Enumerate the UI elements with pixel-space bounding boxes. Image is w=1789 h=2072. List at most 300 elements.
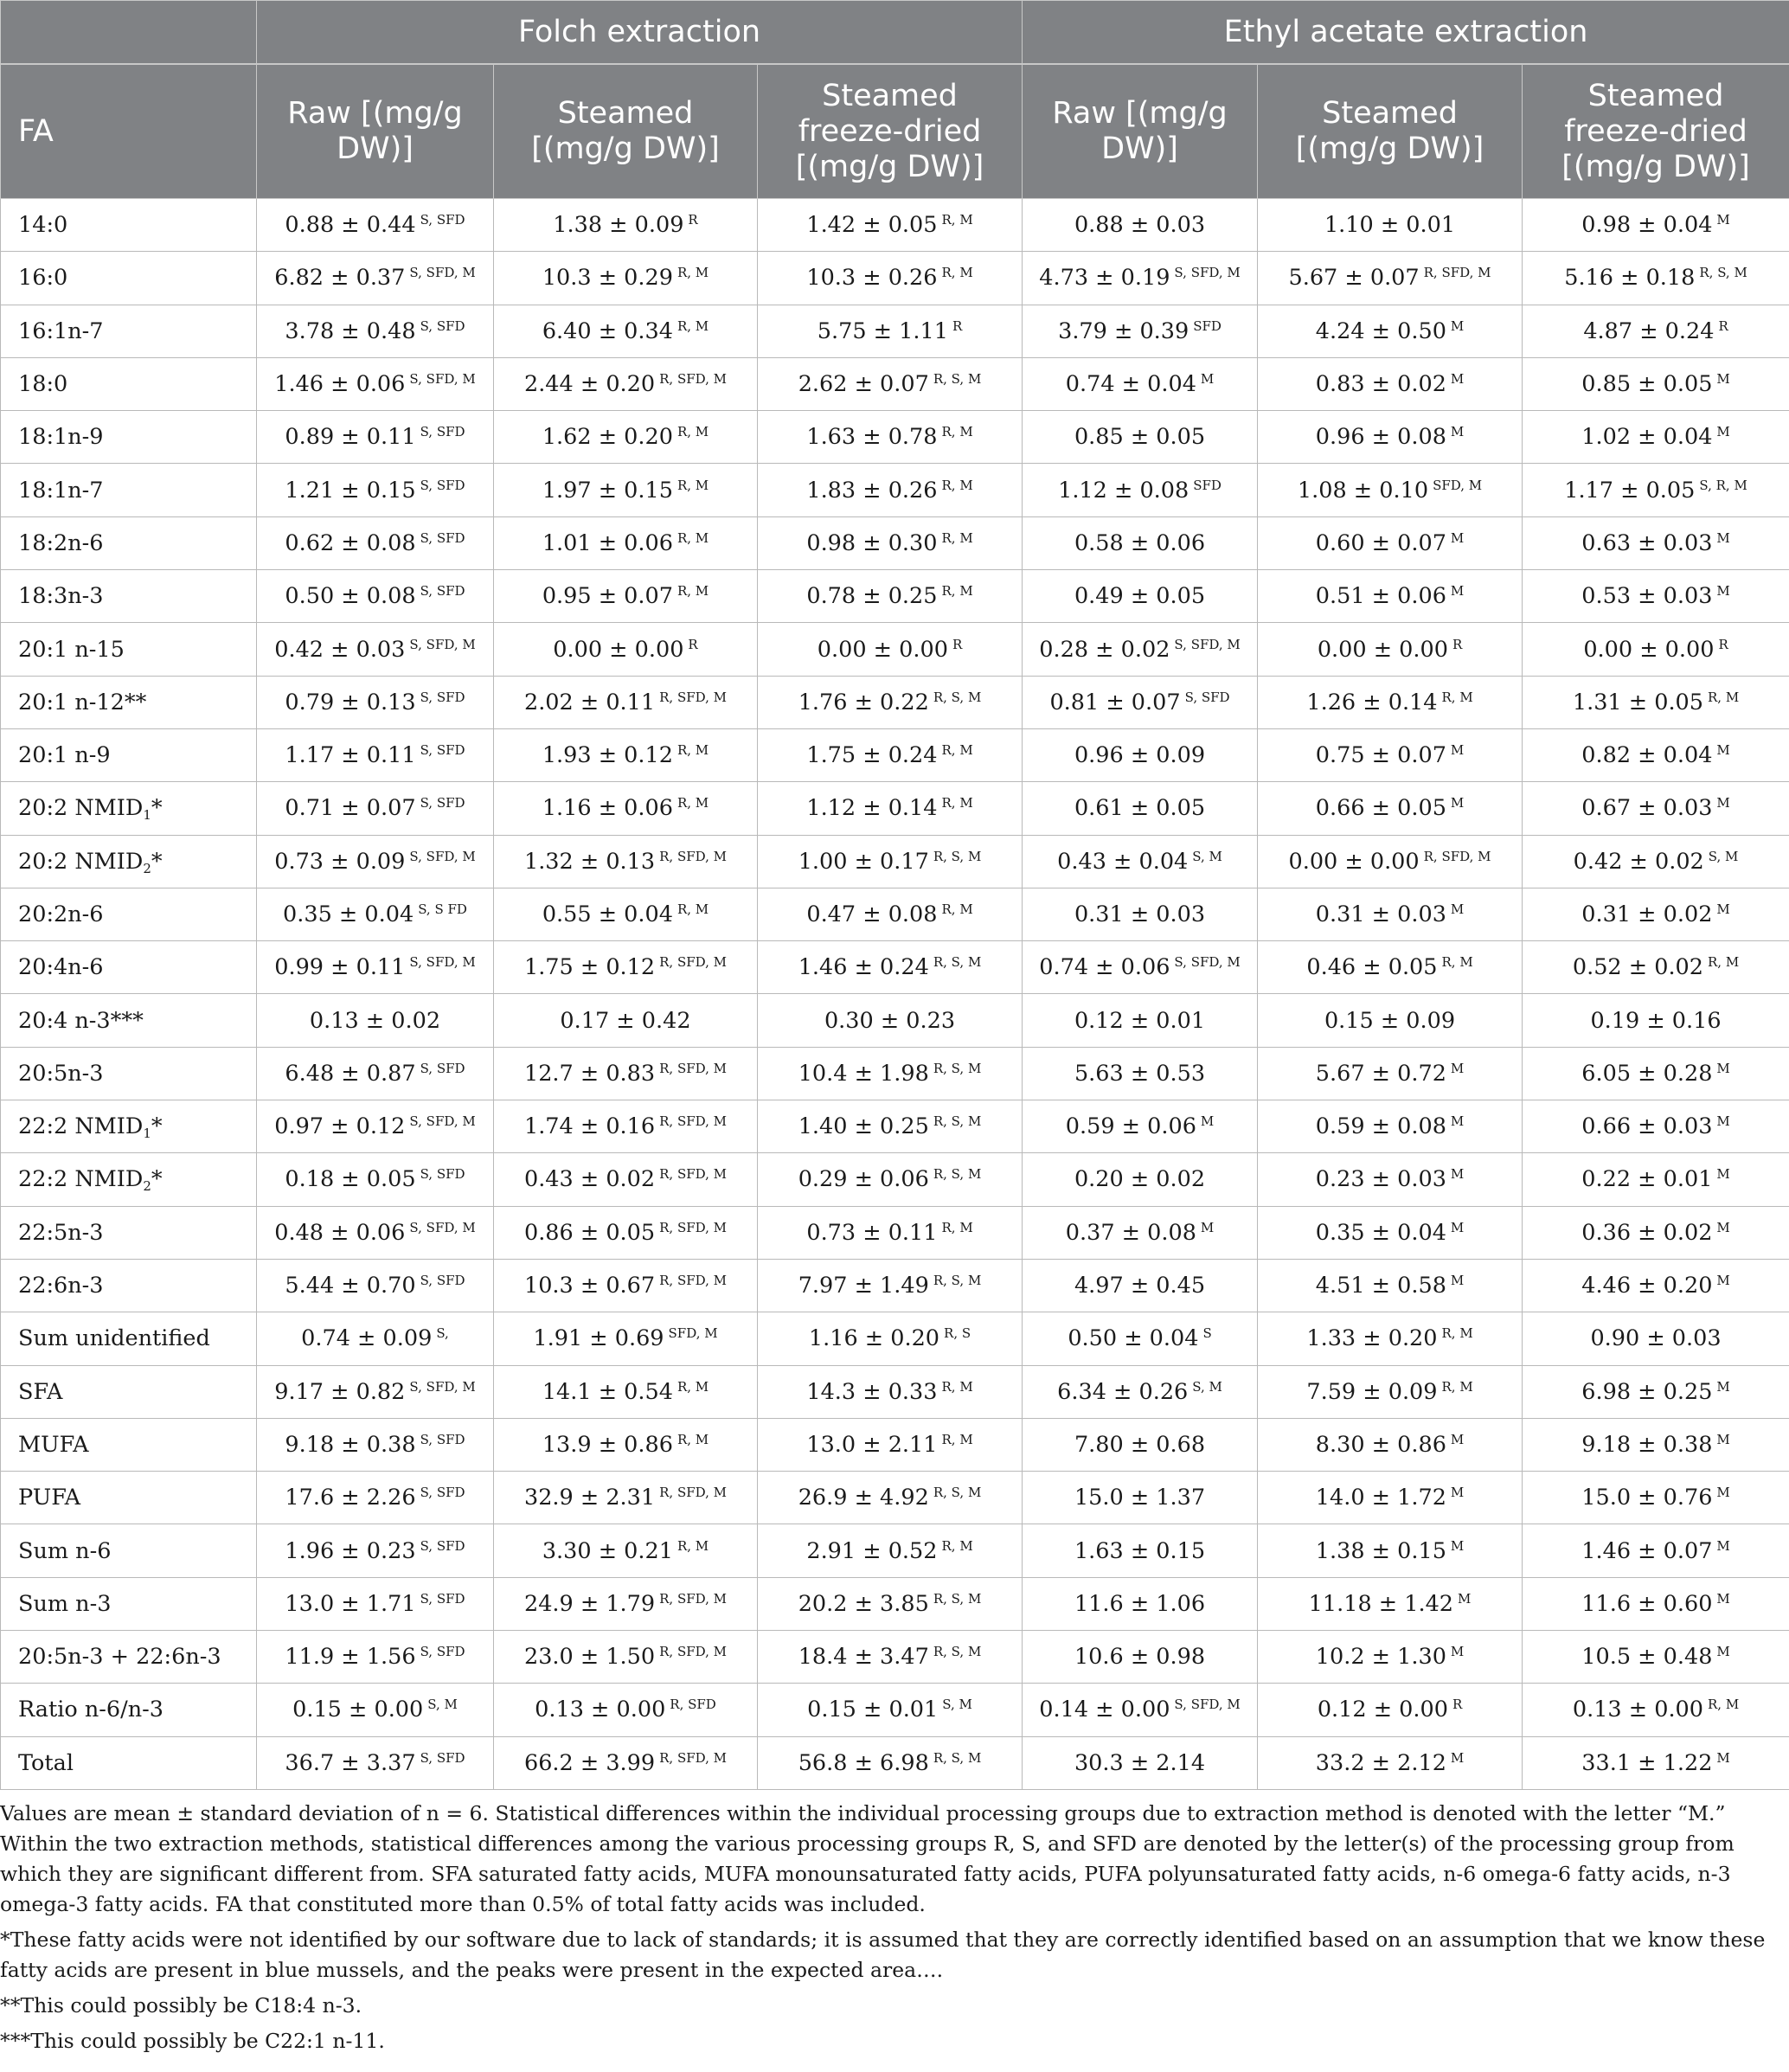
fatty-acid-name: 18:1n-9 bbox=[18, 424, 104, 451]
significance-letters: R, SFD bbox=[670, 1697, 716, 1713]
mean-sd-value: 10.5 ± 0.48 bbox=[1581, 1644, 1713, 1671]
mean-sd-value: 1.16 ± 0.06 bbox=[542, 795, 673, 822]
value-cell bbox=[758, 199, 1023, 252]
value-cell bbox=[494, 252, 758, 305]
mean-sd-value: 0.98 ± 0.30 bbox=[806, 529, 938, 556]
fatty-acid-name: 20:2 NMID bbox=[18, 795, 144, 822]
value-cell bbox=[257, 570, 494, 623]
value-cell bbox=[1258, 888, 1523, 940]
table-row bbox=[1, 1206, 1789, 1259]
significance-letters: S, SFD bbox=[420, 529, 465, 546]
mean-sd-value: 0.23 ± 0.03 bbox=[1315, 1166, 1446, 1193]
mean-sd-value: 66.2 ± 3.99 bbox=[523, 1749, 656, 1776]
significance-letters: R, SFD, M bbox=[659, 689, 728, 705]
mean-sd-value: 5.16 ± 0.18 bbox=[1564, 265, 1696, 292]
significance-letters: S, SFD bbox=[420, 1537, 465, 1554]
mean-sd-value: 1.93 ± 0.12 bbox=[542, 742, 673, 769]
mean-sd-value: 12.7 ± 0.83 bbox=[523, 1060, 656, 1087]
fatty-acid-label bbox=[1, 1524, 257, 1577]
significance-letters: S, SFD bbox=[420, 742, 465, 759]
value-cell bbox=[1258, 199, 1523, 252]
value-cell bbox=[758, 1472, 1023, 1524]
value-cell bbox=[1023, 1736, 1258, 1789]
value-cell bbox=[494, 516, 758, 569]
header-folch-steamed: Steamed [(mg/g DW)] bbox=[494, 64, 758, 199]
significance-letters: S, SFD, M bbox=[409, 265, 476, 281]
fatty-acid-label bbox=[1, 1472, 257, 1524]
mean-sd-value: 9.18 ± 0.38 bbox=[285, 1431, 416, 1458]
mean-sd-value: 4.73 ± 0.19 bbox=[1039, 265, 1170, 292]
table-row bbox=[1, 305, 1789, 357]
value-cell bbox=[1023, 516, 1258, 569]
significance-letters: M bbox=[1716, 583, 1730, 600]
significance-letters: S, SFD bbox=[1184, 689, 1230, 705]
mean-sd-value: 33.1 ± 1.22 bbox=[1581, 1749, 1713, 1776]
value-cell bbox=[494, 1684, 758, 1736]
mean-sd-value: 0.31 ± 0.03 bbox=[1074, 901, 1206, 927]
mean-sd-value: 1.38 ± 0.09 bbox=[553, 212, 684, 239]
significance-letters: M bbox=[1450, 1485, 1465, 1501]
value-cell bbox=[257, 1577, 494, 1630]
mean-sd-value: 1.46 ± 0.07 bbox=[1581, 1537, 1713, 1564]
significance-letters: R, M bbox=[941, 1378, 973, 1395]
significance-letters: S, SFD, M bbox=[1174, 954, 1241, 971]
header-ethyl-raw: Raw [(mg/g DW)] bbox=[1023, 64, 1258, 199]
mean-sd-value: 0.00 ± 0.00 bbox=[1583, 636, 1715, 663]
mean-sd-value: 0.79 ± 0.13 bbox=[285, 689, 416, 715]
fatty-acid-label bbox=[1, 1736, 257, 1789]
fatty-acid-name: 18:3n-3 bbox=[18, 583, 104, 610]
significance-letters: S, SFD bbox=[420, 1590, 465, 1607]
value-cell bbox=[257, 994, 494, 1047]
mean-sd-value: 4.97 ± 0.45 bbox=[1074, 1273, 1206, 1299]
value-cell bbox=[1523, 1524, 1789, 1577]
mean-sd-value: 1.17 ± 0.11 bbox=[285, 742, 416, 769]
value-cell bbox=[758, 676, 1023, 728]
value-cell bbox=[1258, 1631, 1523, 1684]
value-cell bbox=[1023, 1684, 1258, 1736]
significance-letters: M bbox=[1716, 1113, 1730, 1130]
value-cell bbox=[494, 676, 758, 728]
value-cell bbox=[494, 1312, 758, 1365]
table-row bbox=[1, 1100, 1789, 1153]
value-cell bbox=[1523, 1418, 1789, 1471]
table-row bbox=[1, 464, 1789, 516]
value-cell bbox=[758, 1312, 1023, 1365]
value-cell bbox=[257, 1312, 494, 1365]
value-cell bbox=[1523, 516, 1789, 569]
significance-letters: R, M bbox=[676, 795, 709, 811]
fatty-acid-label bbox=[1, 199, 257, 252]
significance-letters: M bbox=[1450, 529, 1465, 546]
significance-letters: M bbox=[1716, 1644, 1730, 1660]
significance-letters: M bbox=[1450, 1273, 1465, 1289]
table-row bbox=[1, 1312, 1789, 1365]
fatty-acid-name: 22:2 NMID bbox=[18, 1113, 144, 1140]
table-row bbox=[1, 1631, 1789, 1684]
value-cell bbox=[1258, 1524, 1523, 1577]
significance-letters: S, SFD, M bbox=[409, 371, 476, 388]
significance-letters: R, S, M bbox=[933, 848, 982, 864]
value-cell bbox=[758, 728, 1023, 781]
significance-letters: M bbox=[1200, 1219, 1215, 1235]
table-body bbox=[1, 199, 1789, 1790]
mean-sd-value: 7.59 ± 0.09 bbox=[1306, 1378, 1438, 1405]
value-cell bbox=[494, 782, 758, 835]
mean-sd-value: 3.79 ± 0.39 bbox=[1058, 318, 1189, 344]
significance-letters: R, SFD, M bbox=[659, 1749, 728, 1766]
mean-sd-value: 4.87 ± 0.24 bbox=[1583, 318, 1715, 344]
mean-sd-value: 1.26 ± 0.14 bbox=[1306, 689, 1438, 715]
mean-sd-value: 14.0 ± 1.72 bbox=[1315, 1485, 1446, 1511]
value-cell bbox=[257, 252, 494, 305]
significance-letters: R, M bbox=[941, 1219, 973, 1235]
value-cell bbox=[257, 1736, 494, 1789]
significance-letters: M bbox=[1716, 1060, 1730, 1076]
fatty-acid-label bbox=[1, 1577, 257, 1630]
mean-sd-value: 0.90 ± 0.03 bbox=[1590, 1325, 1722, 1352]
mean-sd-value: 6.98 ± 0.25 bbox=[1581, 1378, 1713, 1405]
significance-letters: M bbox=[1716, 1378, 1730, 1395]
value-cell bbox=[494, 357, 758, 410]
value-cell bbox=[1523, 1472, 1789, 1524]
value-cell bbox=[1258, 623, 1523, 676]
value-cell bbox=[494, 1472, 758, 1524]
mean-sd-value: 0.47 ± 0.08 bbox=[806, 901, 938, 927]
fatty-acid-name: 20:4 n-3*** bbox=[18, 1007, 144, 1034]
mean-sd-value: 0.36 ± 0.02 bbox=[1581, 1219, 1713, 1246]
significance-letters: S, SFD, M bbox=[1174, 265, 1241, 281]
value-cell bbox=[1258, 1684, 1523, 1736]
significance-letters: R, M bbox=[941, 795, 973, 811]
value-cell bbox=[257, 464, 494, 516]
significance-letters: R, SFD, M bbox=[659, 1590, 728, 1607]
significance-letters: S, SFD, M bbox=[409, 1113, 476, 1130]
value-cell bbox=[494, 1631, 758, 1684]
mean-sd-value: 10.3 ± 0.26 bbox=[806, 265, 938, 292]
mean-sd-value: 0.74 ± 0.04 bbox=[1065, 371, 1196, 398]
significance-letters: R, M bbox=[1441, 689, 1473, 705]
significance-letters: M bbox=[1716, 424, 1730, 440]
significance-letters: M bbox=[1450, 583, 1465, 600]
mean-sd-value: 0.00 ± 0.00 bbox=[817, 636, 948, 663]
value-cell bbox=[1523, 1577, 1789, 1630]
value-cell bbox=[494, 888, 758, 940]
mean-sd-value: 0.19 ± 0.16 bbox=[1590, 1007, 1722, 1034]
significance-letters: R, S, M bbox=[933, 1166, 982, 1183]
fatty-acid-name: 18:2n-6 bbox=[18, 529, 104, 556]
significance-letters: M bbox=[1716, 529, 1730, 546]
mean-sd-value: 1.21 ± 0.15 bbox=[285, 477, 416, 504]
table-row bbox=[1, 252, 1789, 305]
footnote-single-asterisk: *These fatty acids were not identified by our software due to lack of standards; it is assumed that they are correctly identified based on an assumption that we know these fatty acids are present in blue mussels, and the peaks were present in the expected area…. bbox=[0, 1927, 1766, 1982]
significance-letters: M bbox=[1450, 1537, 1465, 1554]
table-row bbox=[1, 1736, 1789, 1789]
mean-sd-value: 6.40 ± 0.34 bbox=[542, 318, 673, 344]
mean-sd-value: 0.96 ± 0.09 bbox=[1074, 742, 1206, 769]
value-cell bbox=[257, 1524, 494, 1577]
fatty-acid-name: MUFA bbox=[18, 1431, 89, 1458]
mean-sd-value: 0.43 ± 0.04 bbox=[1057, 848, 1189, 875]
mean-sd-value: 6.34 ± 0.26 bbox=[1057, 1378, 1189, 1405]
significance-letters: R, M bbox=[676, 1431, 709, 1447]
value-cell bbox=[758, 1684, 1023, 1736]
fatty-acid-name: 20:1 n-9 bbox=[18, 742, 111, 769]
mean-sd-value: 0.00 ± 0.00 bbox=[1288, 848, 1420, 875]
mean-sd-value: 30.3 ± 2.14 bbox=[1074, 1749, 1206, 1776]
significance-letters: SFD, M bbox=[1433, 477, 1483, 493]
fatty-acid-subscript: 1 bbox=[143, 807, 151, 824]
mean-sd-value: 0.30 ± 0.23 bbox=[824, 1007, 956, 1034]
value-cell bbox=[1523, 252, 1789, 305]
significance-letters: M bbox=[1450, 795, 1465, 811]
value-cell bbox=[758, 1206, 1023, 1259]
value-cell bbox=[758, 941, 1023, 994]
table-footnotes bbox=[0, 1790, 1789, 2056]
table-row bbox=[1, 782, 1789, 835]
value-cell bbox=[1258, 782, 1523, 835]
significance-letters: M bbox=[1716, 1431, 1730, 1447]
mean-sd-value: 0.83 ± 0.02 bbox=[1315, 371, 1446, 398]
significance-letters: S, bbox=[436, 1325, 449, 1342]
fatty-acid-footnote-mark: * bbox=[151, 848, 163, 875]
fatty-acid-name: 14:0 bbox=[18, 212, 68, 239]
value-cell bbox=[1258, 516, 1523, 569]
table-row bbox=[1, 1365, 1789, 1418]
fatty-acid-name: 20:2n-6 bbox=[18, 901, 104, 927]
mean-sd-value: 0.53 ± 0.03 bbox=[1581, 583, 1713, 610]
significance-letters: S, SFD, M bbox=[1174, 636, 1241, 652]
value-cell bbox=[494, 305, 758, 357]
value-cell bbox=[758, 623, 1023, 676]
value-cell bbox=[1258, 1472, 1523, 1524]
value-cell bbox=[1523, 305, 1789, 357]
mean-sd-value: 0.60 ± 0.07 bbox=[1315, 529, 1446, 556]
mean-sd-value: 0.73 ± 0.11 bbox=[806, 1219, 938, 1246]
significance-letters: R, S, M bbox=[933, 1749, 982, 1766]
mean-sd-value: 0.85 ± 0.05 bbox=[1581, 371, 1713, 398]
header-ethyl-steamed: Steamed [(mg/g DW)] bbox=[1258, 64, 1523, 199]
mean-sd-value: 0.86 ± 0.05 bbox=[523, 1219, 656, 1246]
mean-sd-value: 13.9 ± 0.86 bbox=[542, 1431, 673, 1458]
value-cell bbox=[1258, 411, 1523, 464]
significance-letters: R, M bbox=[1708, 689, 1740, 705]
mean-sd-value: 7.97 ± 1.49 bbox=[798, 1273, 929, 1299]
value-cell bbox=[1258, 305, 1523, 357]
table-row bbox=[1, 1472, 1789, 1524]
fatty-acid-name: Ratio n-6/n-3 bbox=[18, 1697, 164, 1723]
value-cell bbox=[257, 1631, 494, 1684]
value-cell bbox=[494, 411, 758, 464]
mean-sd-value: 4.24 ± 0.50 bbox=[1315, 318, 1446, 344]
fatty-acid-label bbox=[1, 728, 257, 781]
value-cell bbox=[1258, 252, 1523, 305]
value-cell bbox=[1258, 1365, 1523, 1418]
mean-sd-value: 0.58 ± 0.06 bbox=[1074, 529, 1206, 556]
fatty-acid-name: 16:0 bbox=[18, 265, 68, 292]
significance-letters: R, M bbox=[676, 265, 709, 281]
header-group-row bbox=[1, 1, 1789, 65]
fatty-acid-name: Total bbox=[18, 1749, 74, 1776]
value-cell bbox=[257, 1100, 494, 1153]
mean-sd-value: 0.29 ± 0.06 bbox=[798, 1166, 929, 1193]
mean-sd-value: 0.71 ± 0.07 bbox=[285, 795, 416, 822]
value-cell bbox=[1258, 357, 1523, 410]
value-cell bbox=[1023, 888, 1258, 940]
significance-letters: R, S, M bbox=[933, 689, 982, 705]
significance-letters: S, SFD bbox=[420, 1485, 465, 1501]
fatty-acid-name: SFA bbox=[18, 1378, 63, 1405]
fatty-acid-label bbox=[1, 1631, 257, 1684]
significance-letters: S, M bbox=[427, 1697, 458, 1713]
mean-sd-value: 14.3 ± 0.33 bbox=[806, 1378, 938, 1405]
value-cell bbox=[1023, 1259, 1258, 1312]
value-cell bbox=[758, 357, 1023, 410]
mean-sd-value: 1.76 ± 0.22 bbox=[798, 689, 929, 715]
significance-letters: M bbox=[1450, 1060, 1465, 1076]
value-cell bbox=[257, 357, 494, 410]
significance-letters: R, M bbox=[941, 265, 973, 281]
value-cell bbox=[1258, 676, 1523, 728]
mean-sd-value: 0.85 ± 0.05 bbox=[1074, 424, 1206, 451]
value-cell bbox=[494, 1259, 758, 1312]
fatty-acid-name: Sum unidentified bbox=[18, 1325, 210, 1352]
mean-sd-value: 0.13 ± 0.02 bbox=[309, 1007, 441, 1034]
table-row bbox=[1, 888, 1789, 940]
value-cell bbox=[758, 782, 1023, 835]
mean-sd-value: 0.20 ± 0.02 bbox=[1074, 1166, 1206, 1193]
value-cell bbox=[257, 1206, 494, 1259]
mean-sd-value: 0.74 ± 0.09 bbox=[301, 1325, 433, 1352]
mean-sd-value: 9.17 ± 0.82 bbox=[274, 1378, 406, 1405]
significance-letters: R, M bbox=[676, 583, 709, 600]
mean-sd-value: 1.46 ± 0.06 bbox=[274, 371, 406, 398]
value-cell bbox=[758, 516, 1023, 569]
value-cell bbox=[758, 1365, 1023, 1418]
value-cell bbox=[494, 1206, 758, 1259]
mean-sd-value: 0.48 ± 0.06 bbox=[274, 1219, 406, 1246]
significance-letters: R, M bbox=[941, 583, 973, 600]
table-row bbox=[1, 1153, 1789, 1206]
mean-sd-value: 5.63 ± 0.53 bbox=[1074, 1060, 1206, 1087]
fatty-acid-name: Sum n-6 bbox=[18, 1537, 112, 1564]
value-cell bbox=[257, 941, 494, 994]
table-row bbox=[1, 1577, 1789, 1630]
significance-letters: S, SFD bbox=[420, 1644, 465, 1660]
mean-sd-value: 0.13 ± 0.00 bbox=[535, 1697, 666, 1723]
significance-letters: R, SFD, M bbox=[659, 1219, 728, 1235]
mean-sd-value: 0.59 ± 0.08 bbox=[1315, 1113, 1446, 1140]
fatty-acid-footnote-mark: * bbox=[151, 1166, 163, 1193]
fatty-acid-name: 16:1n-7 bbox=[18, 318, 104, 344]
value-cell bbox=[758, 1736, 1023, 1789]
fatty-acid-label bbox=[1, 623, 257, 676]
value-cell bbox=[1023, 199, 1258, 252]
significance-letters: S, SFD bbox=[420, 318, 465, 334]
fatty-acid-label bbox=[1, 1684, 257, 1736]
significance-letters: M bbox=[1450, 318, 1465, 334]
significance-letters: R, SFD, M bbox=[1423, 848, 1491, 864]
mean-sd-value: 0.67 ± 0.03 bbox=[1581, 795, 1713, 822]
significance-letters: R, M bbox=[676, 1537, 709, 1554]
significance-letters: M bbox=[1716, 1749, 1730, 1766]
mean-sd-value: 0.12 ± 0.00 bbox=[1317, 1697, 1448, 1723]
fatty-acid-label bbox=[1, 1418, 257, 1471]
significance-letters: SFD bbox=[1193, 477, 1222, 493]
value-cell bbox=[494, 1365, 758, 1418]
significance-letters: M bbox=[1450, 424, 1465, 440]
mean-sd-value: 23.0 ± 1.50 bbox=[523, 1644, 656, 1671]
significance-letters: R, S, M bbox=[933, 1273, 982, 1289]
table-row bbox=[1, 1047, 1789, 1100]
significance-letters: R, M bbox=[676, 318, 709, 334]
mean-sd-value: 0.35 ± 0.04 bbox=[1315, 1219, 1446, 1246]
value-cell bbox=[1523, 676, 1789, 728]
mean-sd-value: 0.98 ± 0.04 bbox=[1581, 212, 1713, 239]
value-cell bbox=[1023, 941, 1258, 994]
significance-letters: R bbox=[1718, 636, 1728, 652]
value-cell bbox=[1258, 1577, 1523, 1630]
value-cell bbox=[1258, 464, 1523, 516]
mean-sd-value: 1.31 ± 0.05 bbox=[1572, 689, 1703, 715]
mean-sd-value: 11.6 ± 0.60 bbox=[1581, 1590, 1713, 1617]
significance-letters: S, SFD, M bbox=[409, 636, 476, 652]
significance-letters: R, S bbox=[944, 1325, 971, 1342]
value-cell bbox=[758, 1418, 1023, 1471]
mean-sd-value: 0.14 ± 0.00 bbox=[1039, 1697, 1170, 1723]
value-cell bbox=[1258, 1312, 1523, 1365]
mean-sd-value: 0.82 ± 0.04 bbox=[1581, 742, 1713, 769]
value-cell bbox=[1523, 782, 1789, 835]
mean-sd-value: 0.66 ± 0.05 bbox=[1315, 795, 1446, 822]
significance-letters: R, M bbox=[676, 477, 709, 493]
mean-sd-value: 11.18 ± 1.42 bbox=[1308, 1590, 1454, 1617]
significance-letters: R, M bbox=[676, 1378, 709, 1395]
mean-sd-value: 10.3 ± 0.29 bbox=[542, 265, 673, 292]
significance-letters: R, M bbox=[941, 901, 973, 917]
value-cell bbox=[257, 1365, 494, 1418]
value-cell bbox=[1023, 1100, 1258, 1153]
value-cell bbox=[1023, 1153, 1258, 1206]
value-cell bbox=[1023, 357, 1258, 410]
value-cell bbox=[1023, 623, 1258, 676]
mean-sd-value: 5.75 ± 1.11 bbox=[817, 318, 948, 344]
fatty-acid-label bbox=[1, 1312, 257, 1365]
significance-letters: R, SFD, M bbox=[659, 1644, 728, 1660]
mean-sd-value: 9.18 ± 0.38 bbox=[1581, 1431, 1713, 1458]
footnote-double-asterisk: **This could possibly be C18:4 n-3. bbox=[0, 1992, 362, 2017]
significance-letters: S, R, M bbox=[1699, 477, 1747, 493]
significance-letters: M bbox=[1450, 901, 1465, 917]
value-cell bbox=[1023, 305, 1258, 357]
value-cell bbox=[1258, 1047, 1523, 1100]
significance-letters: S, SFD bbox=[420, 1166, 465, 1183]
table-row bbox=[1, 676, 1789, 728]
mean-sd-value: 3.78 ± 0.48 bbox=[285, 318, 416, 344]
value-cell bbox=[494, 1736, 758, 1789]
mean-sd-value: 11.6 ± 1.06 bbox=[1074, 1590, 1206, 1617]
value-cell bbox=[1258, 1736, 1523, 1789]
mean-sd-value: 13.0 ± 1.71 bbox=[285, 1590, 416, 1617]
value-cell bbox=[1523, 835, 1789, 888]
header-ethyl-steamed-freeze-dried: Steamed freeze-dried [(mg/g DW)] bbox=[1523, 64, 1789, 199]
significance-letters: S, SFD, M bbox=[409, 1378, 476, 1395]
significance-letters: R, M bbox=[1708, 1697, 1740, 1713]
significance-letters: R, S, M bbox=[1699, 265, 1747, 281]
significance-letters: S, SFD bbox=[420, 1060, 465, 1076]
fatty-acid-subscript: 2 bbox=[143, 1178, 151, 1195]
fatty-acid-label bbox=[1, 464, 257, 516]
